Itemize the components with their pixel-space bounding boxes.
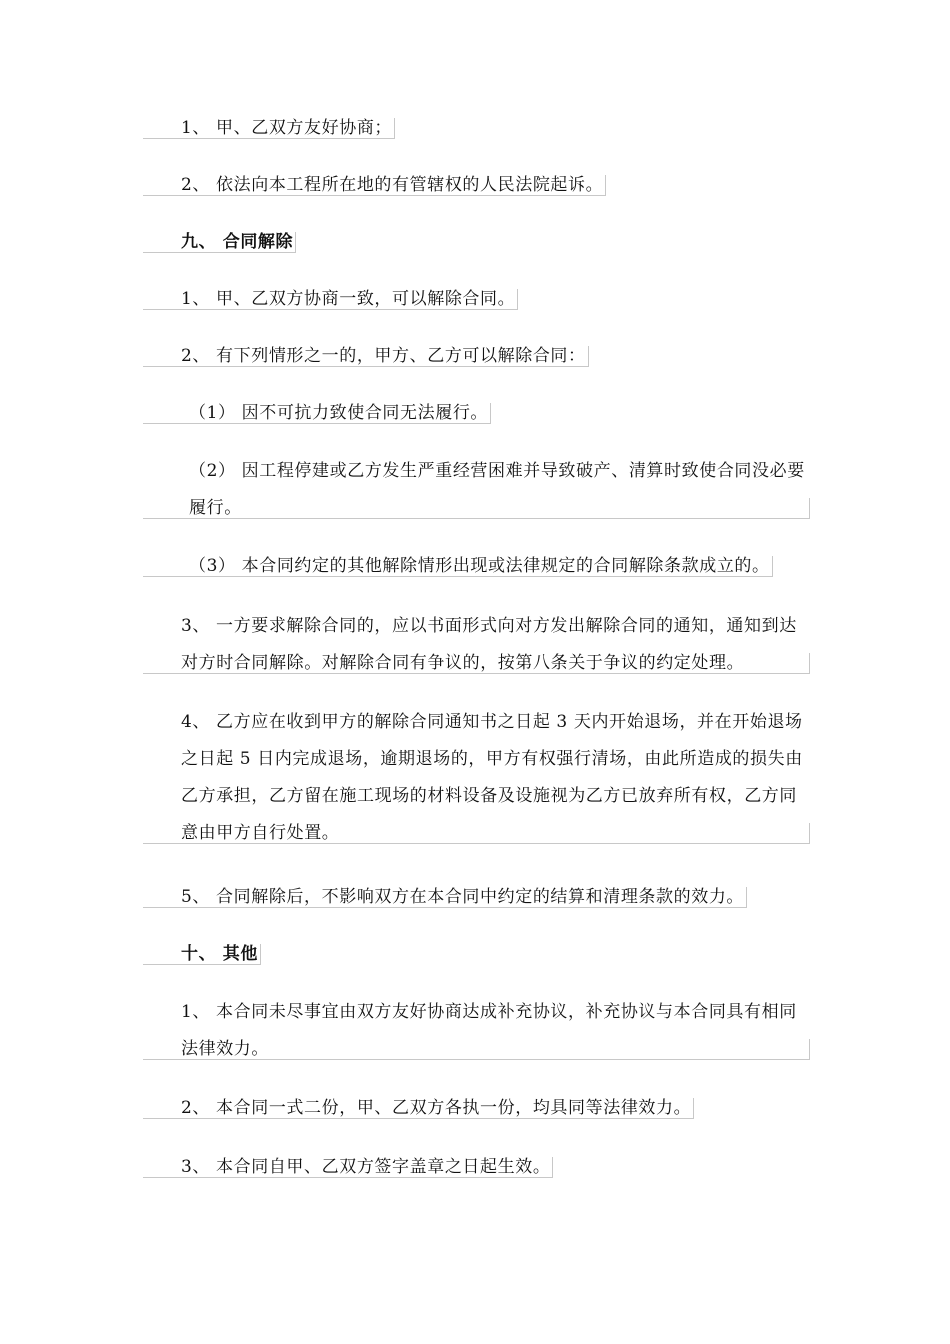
paragraph-text: 3、 本合同自甲、乙双方签字盖章之日起生效。 bbox=[181, 1157, 551, 1177]
paragraph-termination-2-item-1 bbox=[143, 395, 807, 432]
paragraph-termination-5 bbox=[143, 879, 807, 916]
paragraph-text: （2） 因工程停建或乙方发生严重经营困难并导致破产、清算时致使合同没必要履行。 bbox=[189, 461, 805, 518]
paragraph-text: 1、 甲、乙双方协商一致，可以解除合同。 bbox=[181, 289, 516, 309]
paragraph-dispute-option-1 bbox=[143, 110, 807, 147]
paragraph-text: （3） 本合同约定的其他解除情形出现或法律规定的合同解除条款成立的。 bbox=[189, 556, 770, 576]
paragraph-dispute-option-2 bbox=[143, 167, 807, 204]
paragraph-text: 1、 甲、乙双方友好协商； bbox=[181, 118, 393, 138]
paragraph-termination-4 bbox=[143, 704, 807, 852]
paragraph-text: 2、 本合同一式二份，甲、乙双方各执一份，均具同等法律效力。 bbox=[181, 1098, 692, 1118]
paragraph-text: 5、 合同解除后，不影响双方在本合同中约定的结算和清理条款的效力。 bbox=[181, 887, 745, 907]
section-heading-other bbox=[143, 936, 807, 973]
paragraph-termination-2-item-2 bbox=[143, 453, 807, 527]
section-heading-termination bbox=[143, 224, 807, 261]
paragraph-text: （1） 因不可抗力致使合同无法履行。 bbox=[189, 403, 489, 423]
paragraph-termination-1 bbox=[143, 281, 807, 318]
paragraph-text: 4、 乙方应在收到甲方的解除合同通知书之日起 3 天内开始退场，并在开始退场之日起 5 日内完成退场，逾期退场的，甲方有权强行清场，由此所造成的损失由乙方承担，乙方留在施工现场的材料设备及设施视为乙方已放弃所有权，乙方同意由甲方自行处置。 bbox=[181, 712, 803, 843]
paragraph-text: 3、 一方要求解除合同的，应以书面形式向对方发出解除合同的通知，通知到达对方时合同解除。对解除合同有争议的，按第八条关于争议的约定处理。 bbox=[181, 616, 797, 673]
paragraph-other-2 bbox=[143, 1090, 807, 1127]
paragraph-text: 2、 依法向本工程所在地的有管辖权的人民法院起诉。 bbox=[181, 175, 604, 195]
paragraph-termination-2-item-3 bbox=[143, 548, 807, 585]
paragraph-text: 2、 有下列情形之一的，甲方、乙方可以解除合同： bbox=[181, 346, 586, 366]
paragraph-termination-2 bbox=[143, 338, 807, 375]
heading-text: 九、 合同解除 bbox=[181, 232, 294, 252]
paragraph-other-1 bbox=[143, 994, 807, 1068]
heading-text: 十、 其他 bbox=[181, 944, 258, 964]
paragraph-text: 1、 本合同未尽事宜由双方友好协商达成补充协议，补充协议与本合同具有相同法律效力。 bbox=[181, 1002, 797, 1059]
paragraph-termination-3 bbox=[143, 608, 807, 682]
paragraph-other-3 bbox=[143, 1149, 807, 1186]
